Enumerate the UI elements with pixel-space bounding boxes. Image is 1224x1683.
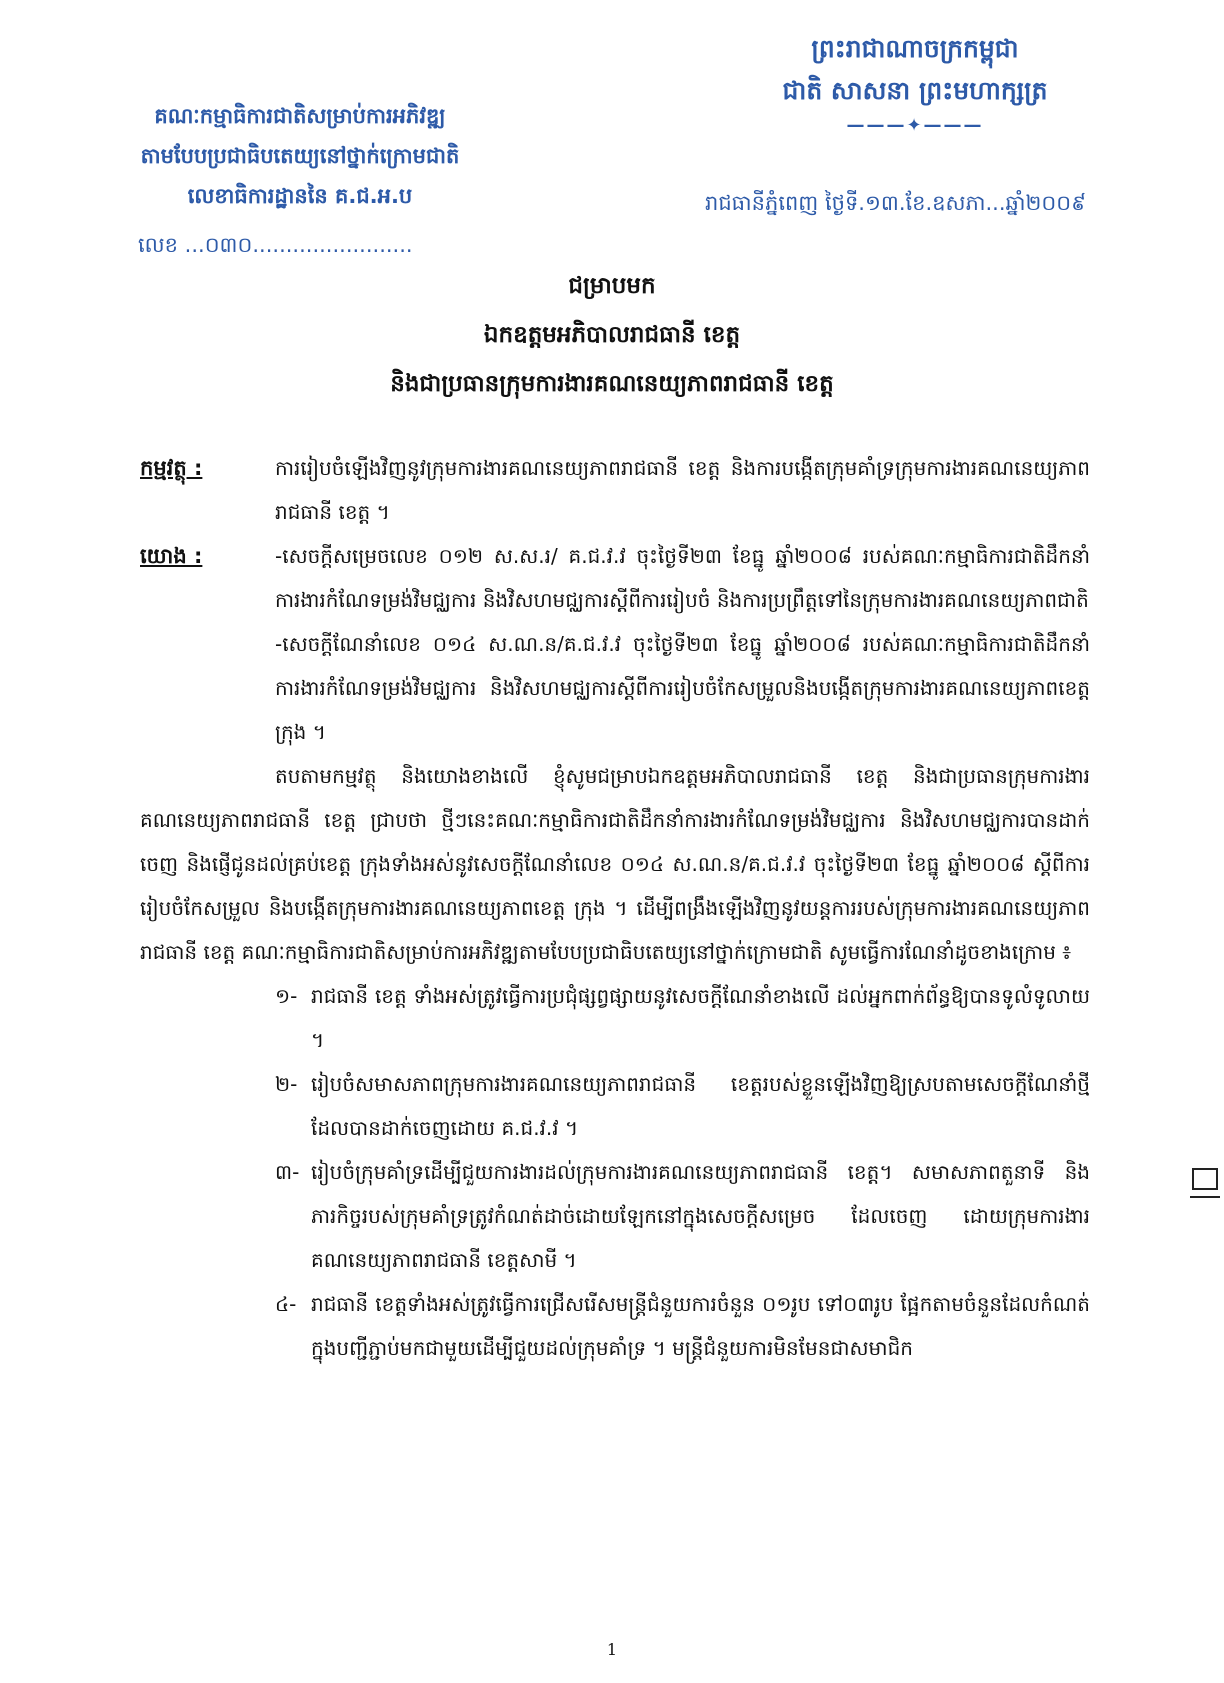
list-item-number: ១- bbox=[275, 984, 298, 1008]
main-paragraph: តបតាមកម្មវត្ថុ និងយោងខាងលើ ខ្ញុំសូមជម្រាបឯកឧត្តមអភិបាលរាជធានី ខេត្ត និងជាប្រធានក្រុមការងារគណនេយ្យភាពរាជធានី ខេត្ត ជ្រាបថា ថ្មីៗនេះគណៈកម្មាធិការជាតិដឹកនាំការងារកំណែទម្រង់វិមជ្ឈការ និងវិសហមជ្ឈការបានដាក់ចេញ និងផ្ញើជូនដល់គ្រប់ខេត្ត ក្រុងទាំងអស់នូវសេចក្តីណែនាំលេខ ០១៤ ស.ណ.ន/គ.ជ.វ.វ ចុះថ្ងៃទី២៣ ខែធ្នូ ឆ្នាំ២០០៨ ស្តីពីការរៀបចំកែសម្រួល និងបង្កើតក្រុមការងារគណនេយ្យភាពខេត្ត ក្រុង ។ ដើម្បីពង្រឹងឡើងវិញនូវយន្តការរបស់ក្រុមការងារគណនេយ្យភាពរាជធានី ខេត្ត គណៈកម្មាធិការជាតិសម្រាប់ការអភិវឌ្ឍតាមបែបប្រជាធិបតេយ្យនៅថ្នាក់ក្រោមជាតិ សូមធ្វើការណែនាំដូចខាងក្រោម ៖ bbox=[140, 764, 1090, 964]
list-item bbox=[275, 1150, 1090, 1282]
page-number: 1 bbox=[606, 1640, 618, 1659]
recipient-block bbox=[0, 262, 1224, 409]
recipient-line-3: និងជាប្រធានក្រុមការងារគណនេយ្យភាពរាជធានី ខេត្ត bbox=[390, 371, 834, 397]
recipient-line-2: ឯកឧត្តមអភិបាលរាជធានី ខេត្ត bbox=[483, 322, 741, 348]
list-item-number: ២- bbox=[275, 1072, 298, 1096]
margin-underline-mark bbox=[1190, 1196, 1220, 1198]
margin-checkbox-mark bbox=[1192, 1168, 1218, 1190]
list-item-text: រៀបចំសមាសភាពក្រុមការងារគណនេយ្យភាពរាជធានី ខេត្តរបស់ខ្លួនឡើងវិញឱ្យស្របតាមសេចក្តីណែនាំថ្មីដែលបានដាក់ចេញដោយ គ.ជ.វ.វ ។ bbox=[311, 1072, 1090, 1140]
list-item-text: រាជធានី ខេត្ត ទាំងអស់ត្រូវធ្វើការប្រជុំផ្សព្វផ្សាយនូវសេចក្តីណែនាំខាងលើ ដល់អ្នកពាក់ព័ន្ធឱ្យបានទូលំទូលាយ ។ bbox=[311, 984, 1090, 1052]
document-body bbox=[140, 446, 1090, 1370]
list-item-text: រៀបចំក្រុមគាំទ្រដើម្បីជួយការងារដល់ក្រុមការងារគណនេយ្យភាពរាជធានី ខេត្ត។ សមាសភាពតួនាទី និងភារកិច្ចរបស់ក្រុមគាំទ្រត្រូវកំណត់ដាច់ដោយឡែកនៅក្នុងសេចក្តីសម្រេច ដែលចេញ ដោយក្រុមការងារគណនេយ្យភាពរាជធានី ខេត្តសាមី ។ bbox=[311, 1160, 1090, 1272]
reference-label: យោង : bbox=[140, 544, 203, 568]
committee-header bbox=[90, 96, 510, 216]
committee-line-3: លេខាធិការដ្ឋាននៃ គ.ជ.អ.ប bbox=[187, 184, 413, 208]
document-number: លេខ ...០៣០........................ bbox=[138, 233, 413, 257]
list-item-text: រាជធានី ខេត្តទាំងអស់ត្រូវធ្វើការជ្រើសរើសមន្ត្រីជំនួយការចំនួន ០១រូប ទៅ០៣រូប ផ្អែកតាមចំនួនដែលកំណត់ក្នុងបញ្ជីភ្ជាប់មកជាមួយដើម្បីជួយដល់ក្រុមគាំទ្រ ។ មន្ត្រីជំនួយការមិនមែនជាសមាជិក bbox=[311, 1292, 1090, 1360]
list-item bbox=[275, 1062, 1090, 1150]
subject-row bbox=[140, 446, 1090, 534]
instruction-list bbox=[140, 974, 1090, 1370]
list-item-number: ៤- bbox=[275, 1292, 297, 1316]
national-motto: ជាតិ សាសនា ព្រះមហាក្សត្រ bbox=[782, 76, 1048, 105]
kingdom-title: ព្រះរាជាណាចក្រកម្ពុជា bbox=[811, 34, 1019, 63]
committee-line-2: តាមបែបប្រជាធិបតេយ្យនៅថ្នាក់ក្រោមជាតិ bbox=[140, 144, 460, 168]
document-date: រាជធានីភ្នំពេញ ថ្ងៃទី.១៣.ខែ.ឧសភា...ឆ្នាំ២០០៩ bbox=[705, 191, 1087, 215]
kingdom-header bbox=[745, 28, 1085, 140]
list-item bbox=[275, 974, 1090, 1062]
recipient-line-1: ជម្រាបមក bbox=[568, 273, 656, 299]
reference-row bbox=[140, 534, 1090, 622]
ornament-divider: ———✦——— bbox=[846, 115, 984, 136]
subject-text: ការរៀបចំឡើងវិញនូវក្រុមការងារគណនេយ្យភាពរាជធានី ខេត្ត និងការបង្កើតក្រុមគាំទ្រក្រុមការងារគណនេយ្យភាពរាជធានី ខេត្ត ។ bbox=[275, 456, 1090, 524]
reference-item-1: -សេចក្តីសម្រេចលេខ ០១២ ស.ស.រ/ គ.ជ.វ.វ ចុះថ្ងៃទី២៣ ខែធ្នូ ឆ្នាំ២០០៨ របស់គណៈកម្មាធិការជាតិដឹកនាំការងារកំណែទម្រង់វិមជ្ឈការ និងវិសហមជ្ឈការស្តីពីការរៀបចំ និងការប្រព្រឹត្តទៅនៃក្រុមការងារគណនេយ្យភាពជាតិ bbox=[275, 544, 1090, 612]
committee-line-1: គណៈកម្មាធិការជាតិសម្រាប់ការអភិវឌ្ឍ bbox=[154, 104, 446, 128]
list-item-number: ៣- bbox=[275, 1160, 300, 1184]
reference-item-2: -សេចក្តីណែនាំលេខ ០១៤ ស.ណ.ន/គ.ជ.វ.វ ចុះថ្ងៃទី២៣ ខែធ្នូ ឆ្នាំ២០០៨ របស់គណៈកម្មាធិការជាតិដឹកនាំការងារកំណែទម្រង់វិមជ្ឈការ និងវិសហមជ្ឈការស្តីពីការរៀបចំកែសម្រួលនិងបង្កើតក្រុមការងារគណនេយ្យភាពខេត្ត ក្រុង ។ bbox=[275, 632, 1090, 744]
subject-label: កម្មវត្ថុ : bbox=[140, 456, 203, 480]
list-item bbox=[275, 1282, 1090, 1370]
